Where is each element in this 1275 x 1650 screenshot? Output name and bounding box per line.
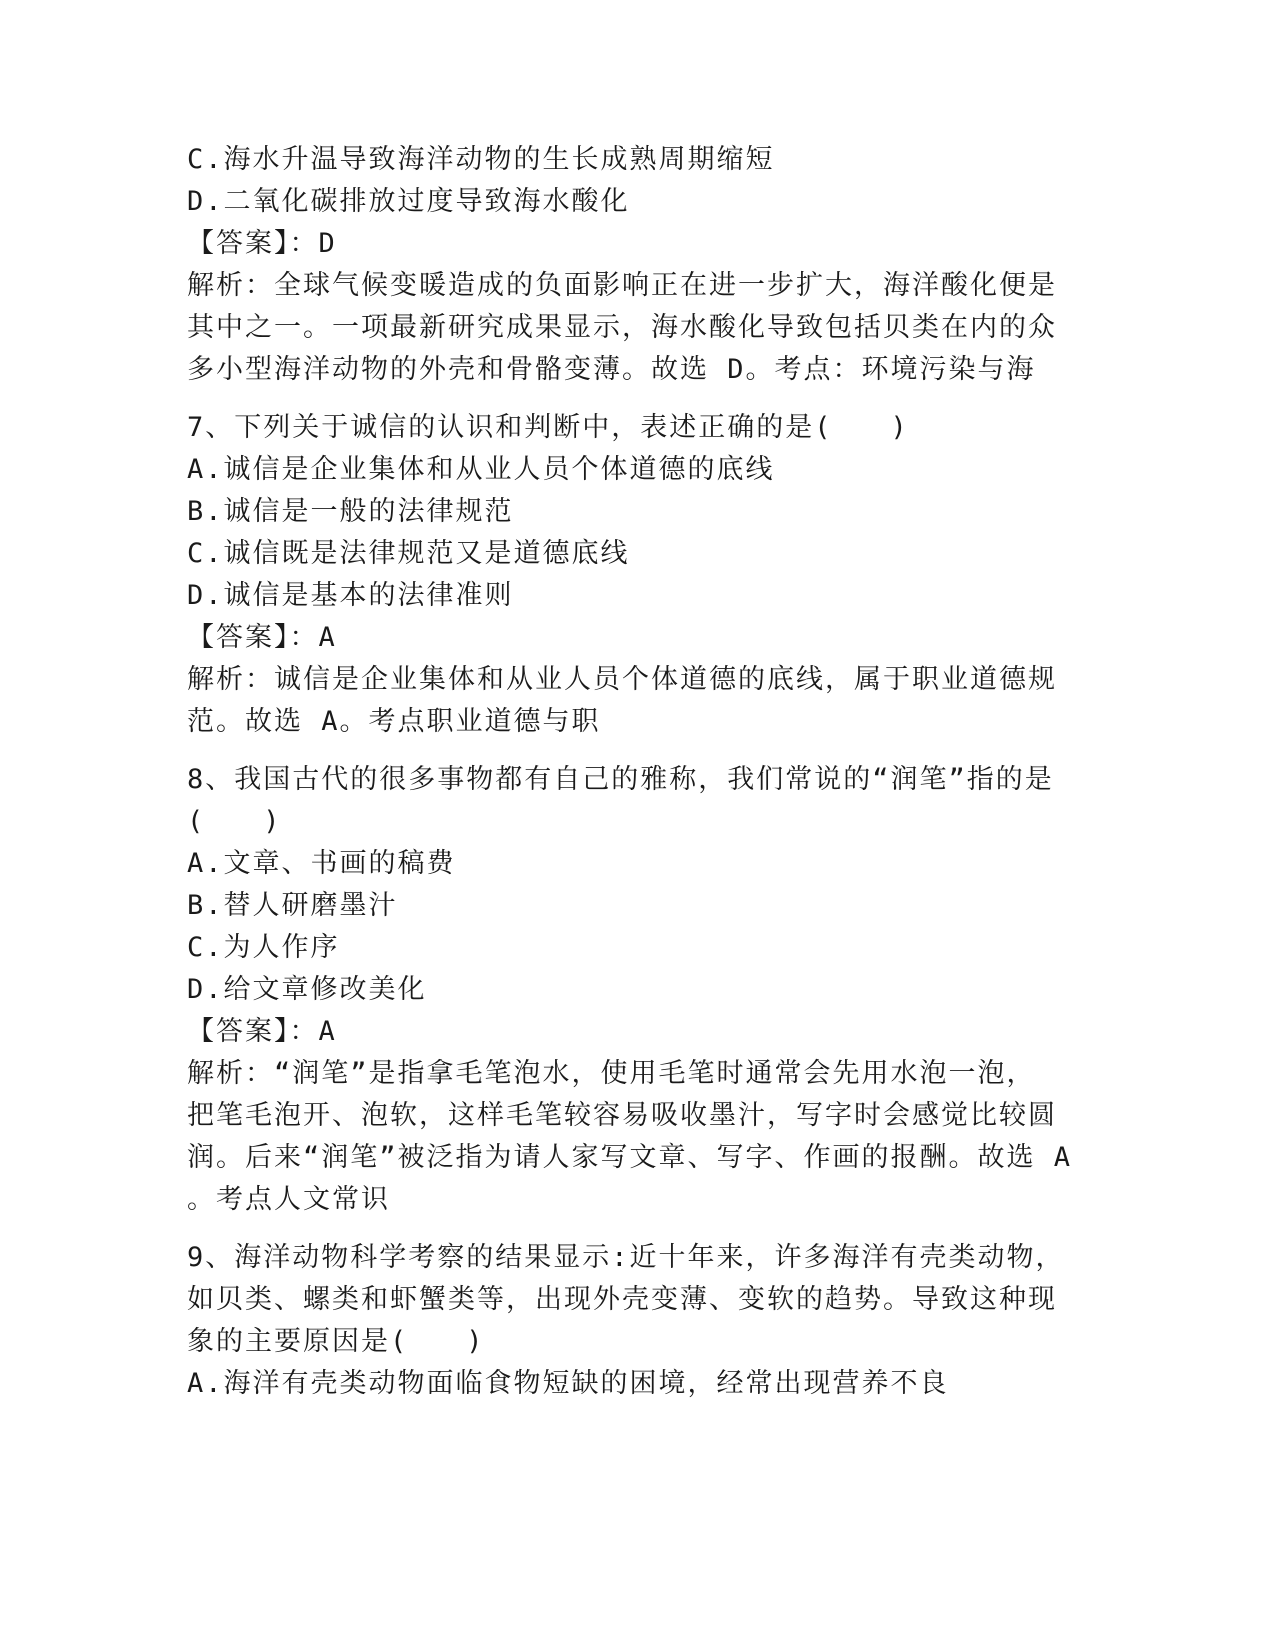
prev-question-option-c: C.海水升温导致海洋动物的生长成熟周期缩短 — [187, 144, 775, 175]
question-8-analysis-line: 解析：“润笔”是指拿毛笔泡水，使用毛笔时通常会先用水泡一泡， — [187, 1058, 1036, 1089]
question-7-analysis-line: 解析：诚信是企业集体和从业人员个体道德的底线，属于职业道德规 — [187, 664, 1057, 695]
question-8-stem: 8、我国古代的很多事物都有自己的雅称，我们常说的“润笔”指的是 — [187, 764, 1054, 795]
prev-question-analysis-line: 其中之一。一项最新研究成果显示，海水酸化导致包括贝类在内的众 — [187, 312, 1057, 343]
question-9-stem: 象的主要原因是( ) — [187, 1326, 485, 1357]
prev-question-answer: 【答案】：D — [187, 228, 337, 259]
question-7-option-c: C.诚信既是法律规范又是道德底线 — [187, 538, 630, 569]
question-8-option-d: D.给文章修改美化 — [187, 974, 427, 1005]
prev-question-option-d: D.二氧化碳排放过度导致海水酸化 — [187, 186, 630, 217]
question-9-stem: 9、海洋动物科学考察的结果显示:近十年来，许多海洋有壳类动物， — [187, 1242, 1065, 1273]
question-8-answer: 【答案】：A — [187, 1016, 337, 1047]
question-7-option-a: A.诚信是企业集体和从业人员个体道德的底线 — [187, 454, 775, 485]
question-7-analysis-line: 范。故选 A。考点职业道德与职 — [187, 706, 601, 737]
prev-question-analysis-line: 解析：全球气候变暖造成的负面影响正在进一步扩大，海洋酸化便是 — [187, 270, 1057, 301]
question-8-option-b: B.替人研磨墨汁 — [187, 890, 398, 921]
question-7-option-b: B.诚信是一般的法律规范 — [187, 496, 514, 527]
question-8-analysis-line: 润。后来“润笔”被泛指为请人家写文章、写字、作画的报酬。故选 A — [187, 1142, 1073, 1173]
prev-question-analysis-line: 多小型海洋动物的外壳和骨骼变薄。故选 D。考点：环境污染与海 — [187, 354, 1036, 385]
question-7-answer: 【答案】：A — [187, 622, 337, 653]
question-7-option-d: D.诚信是基本的法律准则 — [187, 580, 514, 611]
question-9-option-a: A.海洋有壳类动物面临食物短缺的困境，经常出现营养不良 — [187, 1368, 949, 1399]
question-8-stem: ( ) — [187, 806, 282, 837]
question-9-stem: 如贝类、螺类和虾蟹类等，出现外壳变薄、变软的趋势。导致这种现 — [187, 1284, 1057, 1315]
question-8-option-c: C.为人作序 — [187, 932, 340, 963]
question-8-analysis-line: 。考点人文常识 — [187, 1184, 390, 1215]
question-8-option-a: A.文章、书画的稿费 — [187, 848, 456, 879]
question-8-analysis-line: 把笔毛泡开、泡软，这样毛笔较容易吸收墨汁，写字时会感觉比较圆 — [187, 1100, 1057, 1131]
question-7-stem: 7、下列关于诚信的认识和判断中，表述正确的是( ) — [187, 412, 909, 443]
